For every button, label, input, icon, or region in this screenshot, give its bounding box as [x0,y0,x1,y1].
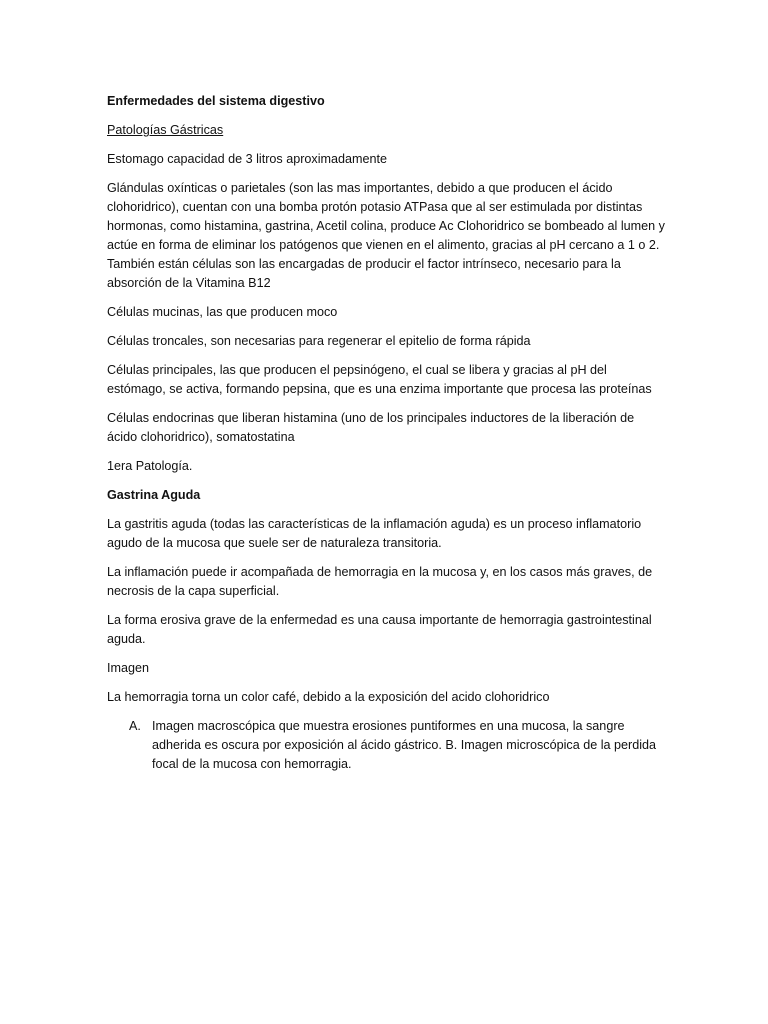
paragraph-first-pathology: 1era Patología. [107,459,193,473]
paragraph-stem-cells: Células troncales, son necesarias para regenerar el epitelio de forma rápida [107,334,531,348]
paragraph-image-label: Imagen [107,661,150,675]
paragraph-acute-gastritis: La gastritis aguda (todas las características de la inflamación aguda) es un proceso inflamatorio agudo de la mucosa que suele ser de naturaleza transitoria. [107,517,642,550]
paragraph-endocrine-cells: Células endocrinas que liberan histamina (uno de los principales inductores de la liberación de ácido clohoridrico), somatostatina [107,411,635,444]
list-item [107,717,667,774]
paragraph-oxyntic-glands: Glándulas oxínticas o parietales (son las mas importantes, debido a que producen el ácido clohoridrico), cuentan con una bomba protón potasio ATPasa que al ser estimulada por distintas hormonas, como histamina, gastrina, Acetil colina, produce Ac Clohoridrico se bombeado al lumen y actúe en forma de eliminar los patógenos que vienen en el alimento, gracias al pH cercano a 1 o 2. También están células son las encargadas de producir el factor intrínseco, necesario para la absorción de la Vitamina B12 [107,181,665,290]
document-page [107,92,667,774]
document-title: Enfermedades del sistema digestivo [107,94,325,108]
paragraph-erosive-form: La forma erosiva grave de la enfermedad es una causa importante de hemorragia gastrointestinal aguda. [107,613,652,646]
paragraph-mucous-cells: Células mucinas, las que producen moco [107,305,338,319]
paragraph-hemorrhage-color: La hemorragia torna un color café, debido a la exposición del acido clohoridrico [107,690,550,704]
section-heading: Gastrina Aguda [107,488,201,502]
paragraph-stomach-capacity: Estomago capacidad de 3 litros aproximadamente [107,152,388,166]
paragraph-inflammation: La inflamación puede ir acompañada de hemorragia en la mucosa y, en los casos más graves, de necrosis de la capa superficial. [107,565,653,598]
list-marker: A. [129,719,141,733]
paragraph-chief-cells: Células principales, las que producen el pepsinógeno, el cual se libera y gracias al pH del estómago, se activa, formando pepsina, que es una enzima importante que procesa las proteínas [107,363,652,396]
image-description-list [107,717,667,774]
document-subtitle: Patologías Gástricas [107,123,224,137]
list-item-text: Imagen macroscópica que muestra erosiones puntiformes en una mucosa, la sangre adherida es oscura por exposición al ácido gástrico. B. Imagen microscópica de la perdida focal de la mucosa con hemorragia. [152,719,657,771]
